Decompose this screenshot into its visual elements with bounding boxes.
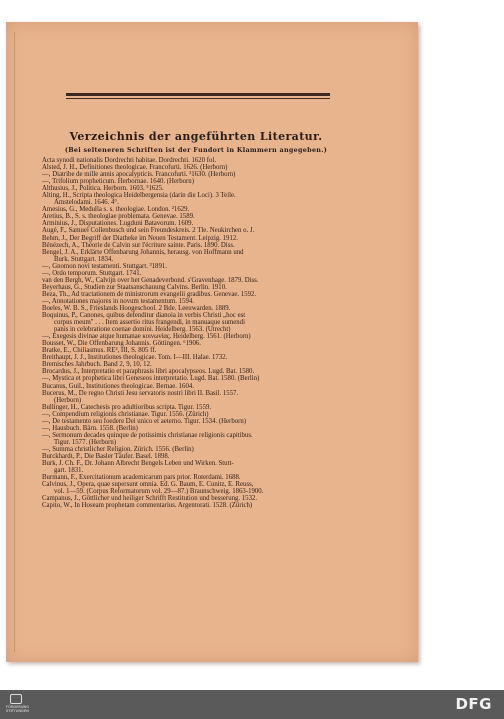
bibliography-entry: corpus meum" . . . Item assertio ritus frangendi, in manuaque sumendi [54,319,245,327]
bibliography-entry: Breithaupt, J. J., Institutiones theologicae. Tom. I—III. Halae. 1732. [42,354,228,362]
bibliography-entry: —, Gnomon novi testamenti. Stuttgart. ³1891. [42,262,167,270]
header-rule-thin [66,98,330,99]
bibliography-entry: Boeles, W. B. S., Frieslands Hoogeschool. 2 Bde. Leeuwarden. 1889. [42,304,231,312]
bibliography-entry: —, Hausbuch. Bärn. 1558. (Berlin) [42,424,138,432]
bibliography-entry: —, De testamento seu foedere Dei unico et aeterno. Tigur. 1534. (Herborn) [42,417,247,425]
bibliography-entry: Alting, H., Scripta theologica Heidelbergensia (darin die Loci). 3 Teile. [42,192,236,200]
bibliography-entry: van den Bergh, W., Calvijn over het Genadeverbond. s'Gravenhage. 1879. Diss. [42,276,259,284]
bibliography-entry: Brocardus, J., Interpretatio et paraphrasis libri apocalypseos. Lugd. Bat. 1580. [42,368,255,376]
bibliography-entry: Burmann, F., Exercitationum academicarum pars prior. Roterdami. 1688. [42,474,241,482]
bibliography-entry: —, Compendium religionis christianae. Tigur. 1556. (Zürich) [42,410,209,418]
bibliography-entry: vol. 1—59. (Corpus Reformatorum vol. 29—87.) Braunschweig. 1863-1900. [54,488,264,496]
bibliography-entry: Amesius, G., Medulla s. s. theologiae. London. ²1629. [42,206,190,214]
page-heading: Verzeichnis der angeführten Literatur. [69,130,323,143]
bibliography-entry: panis in celebratione coenae domini. Heidelberg. 1563. (Utrecht) [54,326,231,334]
dfg-logo: DFG [455,695,492,713]
bibliography-entry: —, Diatribe de mille annis apocalypticis. Francofurti. ²1630. (Herborn) [42,171,236,179]
bibliography-entry: Boquinus, P., Canones, quibus defenditur dianoia in verbis Christi „hoc est [42,312,246,320]
bibliography-entry: Bousset, W., Die Offenbarung Johannis. Göttingen. ⁶1906. [42,340,201,348]
scanned-page [6,22,418,662]
bibliography-entry: Aretius, B., S. s. theologiae problemata. Genevae. 1589. [42,213,195,221]
bibliography-entry: Augé, F., Samuel Collenbusch und sein Freundeskreis. 2 Tle. Neukirchen o. J. [42,227,255,235]
bibliography-entry: Bénézech, A., Théorie de Calvin sur l'écriture sainte. Paris. 1890. Diss. [42,241,235,249]
page-fold-shadow [14,32,15,652]
footer-bar [0,690,504,719]
bibliography-entry: Alsted, J. H., Definitiones theologicae. Francofurti. 1626. (Herborn) [42,164,228,172]
bibliography-entry: Bratke, E., Chiliasmus. RE³, III, S. 805 ff. [42,347,157,355]
bibliography-entry: Burk. Stuttgart. 1834. [54,255,114,263]
bibliography-entry: —, Mystica et prophetica libri Geneseos interpretatio. Lugd. Bat. 1580. (Berlin) [42,375,260,383]
bibliography-entry: —, Exegesis divinae atque humanae κοινωνίας. Heidelberg. 1561. (Herborn) [42,333,251,341]
bibliography-entry: Capito, W., In Hoseam prophetam commentarius. Argentorati. 1528. (Zürich) [42,502,253,510]
bibliography-entry: Bullinger, H., Catechesis pro adultioribus scripta. Tigur. 1559. [42,403,212,411]
logo-label-2: STIFTUNGEN [6,709,29,713]
university-crest-icon [6,694,30,715]
bibliography-entry: Behm, J., Der Begriff der Diatheke im Neuen Testament. Leipzig. 1912. [42,234,238,242]
bibliography-entry: Calvinus, J., Opera, quae supersunt omnia. Ed. G. Baum, E. Cunitz, E. Reuss, [42,481,254,489]
bibliography-entry: —, Ordo temporum. Stuttgart. 1741. [42,269,142,277]
bibliography-entry: Bucanus, Guil., Institutiones theologicae. Bernae. 1604. [42,382,194,390]
bibliography-entry: Arminius, J., Disputationes. Lugduni Batavorum. 1609. [42,220,194,228]
logo-label-1: FÖRDERUNG [6,705,30,709]
bibliography-entry: Acta synodi nationalis Dordrechti habitae. Dordrechti. 1620 fol. [42,157,217,164]
crest-shape [10,694,22,704]
bibliography-entry: Althusius, J., Politica. Herborn. 1603. ³1625. [42,185,164,193]
bibliography-entry: gart. 1831. [54,467,84,475]
bibliography-entry: —, Annotationes majores in novum testamentum. 1594. [42,297,194,305]
bibliography-entry: —, Sermonum decades quinque de potissimis christianae religionis capitibus. [42,431,253,439]
page-subheading: (Bei selteneren Schriften ist der Fundort in Klammern angegeben.) [64,146,328,154]
bibliography-list [42,157,382,509]
bibliography-entry: —, Trifolium propheticum. Herbornae. 1640. (Herborn) [42,178,194,186]
bibliography-entry: Burckhardt, P., Die Basler Täufer. Basel. 1898. [42,452,170,460]
bibliography-entry: Beyerhaus, G., Studien zur Staatsanschauung Calvins. Berlin. 1910. [42,283,227,291]
bibliography-entry: Amstelodami. 1646. 4°. [54,199,119,207]
logo-caption [6,705,28,713]
bibliography-entry: (Herborn) [54,396,82,404]
bibliography-entry: Bucerus, M., De regno Christi Jesu servatoris nostri libri II. Basil. 1557. [42,389,239,397]
bibliography-entry: Burk, J. Ch. F., Dr. Johann Albrecht Bengels Leben und Wirken. Stutt- [42,460,234,468]
header-rule-thick [66,93,330,96]
bibliography-entry: Beza, Th., Ad tractationem de ministrorum evangelii gradibus. Genevae. 1592. [42,290,257,298]
bibliography-entry: Bengel, J. A., Erklärte Offenbarung Johannis, herausg. von Hoffmann und [42,248,244,256]
bibliography-entry: Bremisches Jahrbuch. Band 2, 9, 10, 12. [42,361,152,369]
bibliography-entry: Tigur. 1577. (Herborn) [54,438,117,446]
bibliography-entry: Campanus, J., Göttlicher und heiliger Schrifft Restitution und besserung. 1532. [42,495,258,503]
bibliography-entry: —, Summa christlicher Religion. Zürich. 1556. (Berlin) [42,445,194,453]
